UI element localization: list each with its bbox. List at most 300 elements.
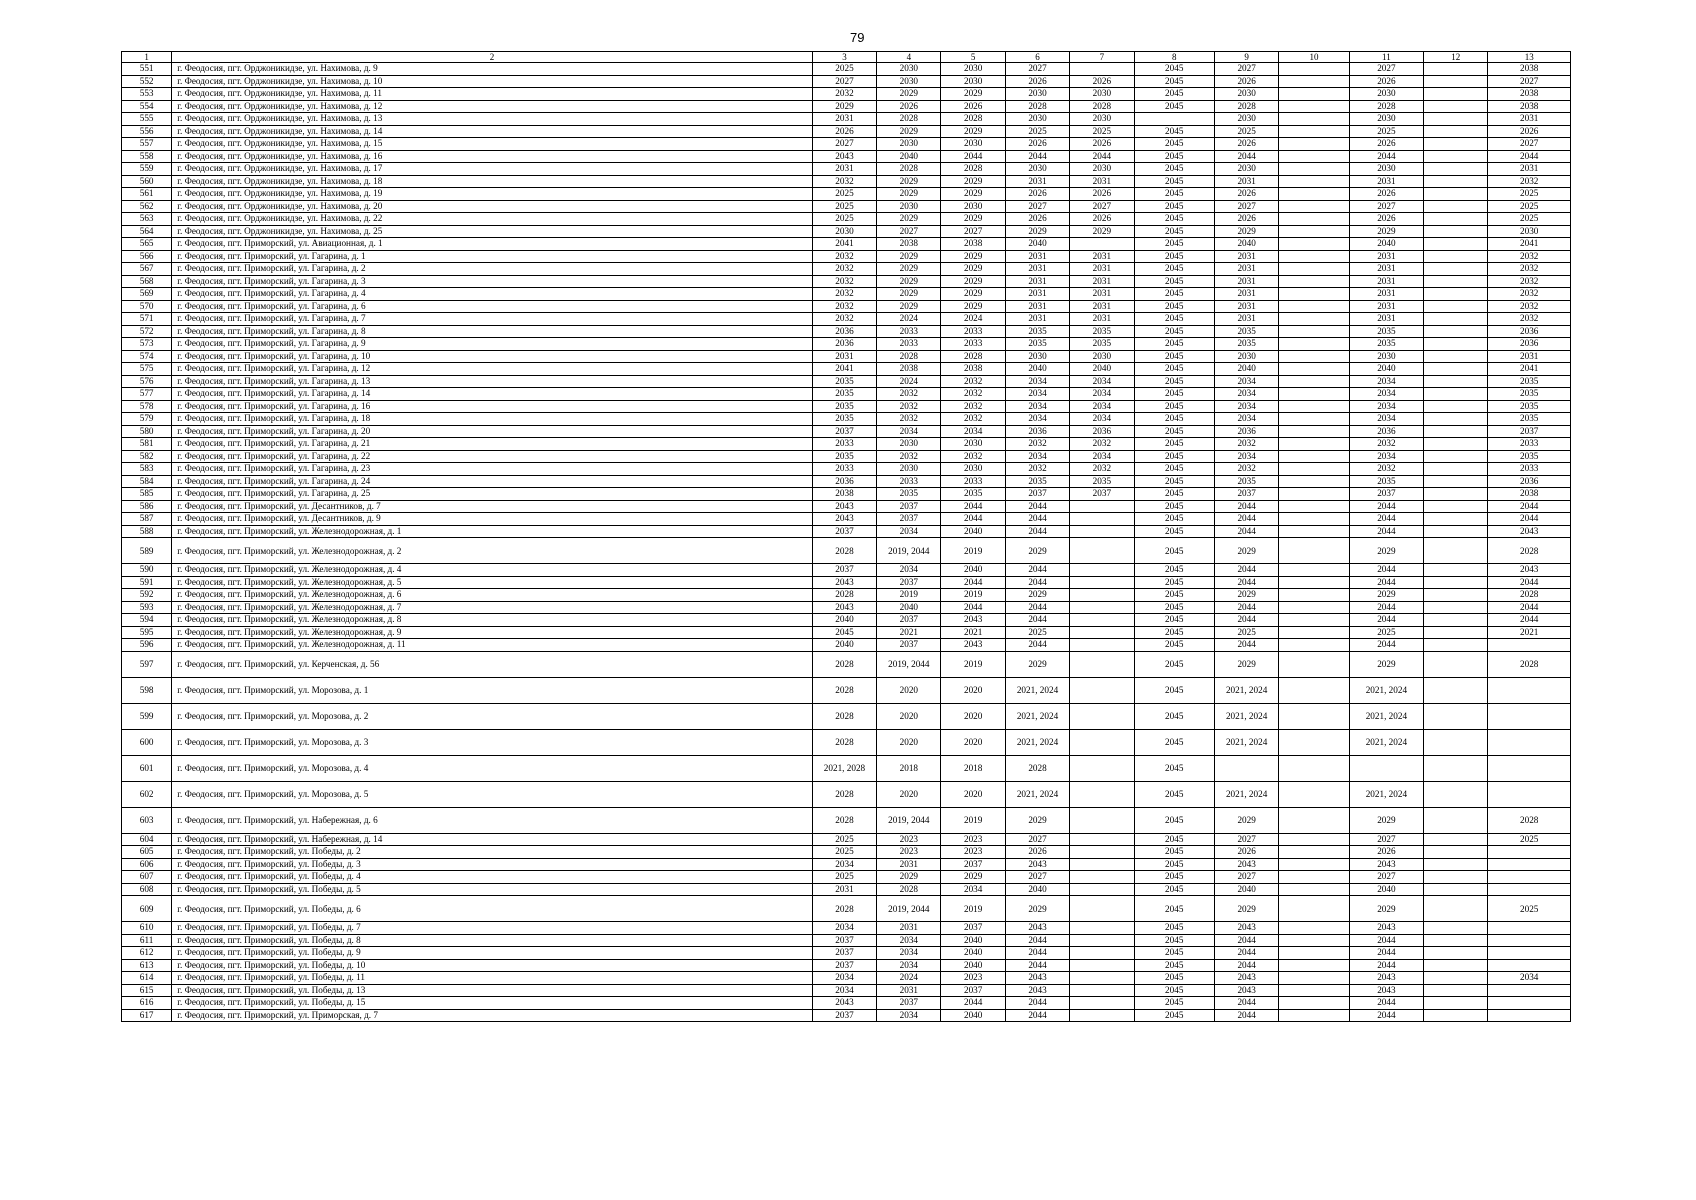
year-cell-col-6: 2029 xyxy=(1005,651,1069,677)
year-cell-col-6: 2025 xyxy=(1005,626,1069,639)
row-number-cell: 554 xyxy=(122,100,172,113)
year-cell-col-6: 2032 xyxy=(1005,463,1069,476)
year-cell-col-7 xyxy=(1070,626,1134,639)
table-row xyxy=(122,188,1571,201)
year-cell-col-4: 2035 xyxy=(877,488,941,501)
year-cell-col-6: 2031 xyxy=(1005,275,1069,288)
row-number-cell: 571 xyxy=(122,313,172,326)
year-cell-col-5: 2040 xyxy=(941,934,1005,947)
year-cell-col-12 xyxy=(1424,614,1488,627)
table-row xyxy=(122,781,1571,807)
year-cell-col-9: 2031 xyxy=(1214,175,1278,188)
year-cell-col-10 xyxy=(1279,972,1349,985)
year-cell-col-10 xyxy=(1279,275,1349,288)
year-cell-col-8: 2045 xyxy=(1134,75,1214,88)
year-cell-col-10 xyxy=(1279,150,1349,163)
year-cell-col-10 xyxy=(1279,125,1349,138)
row-number-cell: 557 xyxy=(122,138,172,151)
table-row xyxy=(122,250,1571,263)
year-cell-col-13: 2032 xyxy=(1488,263,1571,276)
year-cell-col-13: 2027 xyxy=(1488,75,1571,88)
address-cell: г. Феодосия, пгт. Приморский, ул. Гагарина, д. 14 xyxy=(172,388,813,401)
year-cell-col-5: 2029 xyxy=(941,275,1005,288)
year-cell-col-3: 2034 xyxy=(812,984,876,997)
address-cell: г. Феодосия, пгт. Приморский, ул. Гагарина, д. 4 xyxy=(172,288,813,301)
year-cell-col-13: 2035 xyxy=(1488,413,1571,426)
year-cell-col-13: 2036 xyxy=(1488,325,1571,338)
row-number-cell: 559 xyxy=(122,163,172,176)
year-cell-col-9: 2044 xyxy=(1214,959,1278,972)
year-cell-col-12 xyxy=(1424,188,1488,201)
table-row xyxy=(122,972,1571,985)
year-cell-col-7: 2031 xyxy=(1070,313,1134,326)
year-cell-col-11: 2031 xyxy=(1349,288,1423,301)
year-cell-col-6: 2044 xyxy=(1005,1009,1069,1022)
year-cell-col-12 xyxy=(1424,375,1488,388)
year-cell-col-5: 2035 xyxy=(941,488,1005,501)
year-cell-col-8: 2045 xyxy=(1134,188,1214,201)
year-cell-col-13: 2041 xyxy=(1488,363,1571,376)
year-cell-col-9: 2040 xyxy=(1214,238,1278,251)
year-cell-col-7 xyxy=(1070,564,1134,577)
year-cell-col-10 xyxy=(1279,375,1349,388)
year-cell-col-7 xyxy=(1070,858,1134,871)
row-number-cell: 601 xyxy=(122,755,172,781)
table-row xyxy=(122,513,1571,526)
year-cell-col-3: 2036 xyxy=(812,475,876,488)
year-cell-col-11: 2027 xyxy=(1349,200,1423,213)
year-cell-col-10 xyxy=(1279,338,1349,351)
year-cell-col-4: 2034 xyxy=(877,564,941,577)
year-cell-col-8: 2045 xyxy=(1134,300,1214,313)
year-cell-col-13: 2038 xyxy=(1488,63,1571,76)
year-cell-col-11: 2026 xyxy=(1349,846,1423,859)
year-cell-col-10 xyxy=(1279,1009,1349,1022)
year-cell-col-8: 2045 xyxy=(1134,250,1214,263)
address-cell: г. Феодосия, пгт. Орджоникидзе, ул. Нахимова, д. 9 xyxy=(172,63,813,76)
year-cell-col-4: 2029 xyxy=(877,213,941,226)
year-cell-col-5: 2034 xyxy=(941,883,1005,896)
year-cell-col-7 xyxy=(1070,896,1134,922)
year-cell-col-7 xyxy=(1070,984,1134,997)
address-cell: г. Феодосия, пгт. Приморский, ул. Железнодорожная, д. 9 xyxy=(172,626,813,639)
year-cell-col-5: 2040 xyxy=(941,1009,1005,1022)
year-cell-col-4: 2018 xyxy=(877,755,941,781)
year-cell-col-3: 2025 xyxy=(812,188,876,201)
year-cell-col-7 xyxy=(1070,63,1134,76)
year-cell-col-10 xyxy=(1279,651,1349,677)
year-cell-col-6: 2021, 2024 xyxy=(1005,703,1069,729)
year-cell-col-12 xyxy=(1424,225,1488,238)
year-cell-col-3: 2035 xyxy=(812,375,876,388)
address-cell: г. Феодосия, пгт. Орджоникидзе, ул. Нахимова, д. 25 xyxy=(172,225,813,238)
year-cell-col-12 xyxy=(1424,475,1488,488)
year-cell-col-7: 2040 xyxy=(1070,363,1134,376)
year-cell-col-13: 2033 xyxy=(1488,438,1571,451)
year-cell-col-5: 2032 xyxy=(941,388,1005,401)
year-cell-col-9: 2044 xyxy=(1214,513,1278,526)
year-cell-col-12 xyxy=(1424,984,1488,997)
year-cell-col-8: 2045 xyxy=(1134,100,1214,113)
year-cell-col-13: 2032 xyxy=(1488,313,1571,326)
year-cell-col-4: 2031 xyxy=(877,984,941,997)
year-cell-col-4: 2028 xyxy=(877,883,941,896)
row-number-cell: 564 xyxy=(122,225,172,238)
year-cell-col-4: 2031 xyxy=(877,922,941,935)
year-cell-col-4: 2034 xyxy=(877,1009,941,1022)
year-cell-col-13: 2032 xyxy=(1488,175,1571,188)
year-cell-col-6: 2043 xyxy=(1005,922,1069,935)
year-cell-col-13: 2036 xyxy=(1488,475,1571,488)
year-cell-col-7 xyxy=(1070,614,1134,627)
year-cell-col-11: 2027 xyxy=(1349,833,1423,846)
address-cell: г. Феодосия, пгт. Приморский, ул. Победы, д. 10 xyxy=(172,959,813,972)
year-cell-col-10 xyxy=(1279,846,1349,859)
year-cell-col-10 xyxy=(1279,538,1349,564)
year-cell-col-5: 2033 xyxy=(941,325,1005,338)
year-cell-col-4: 2019, 2044 xyxy=(877,896,941,922)
table-row xyxy=(122,138,1571,151)
table-row xyxy=(122,238,1571,251)
table-row xyxy=(122,614,1571,627)
year-cell-col-10 xyxy=(1279,475,1349,488)
year-cell-col-3: 2031 xyxy=(812,113,876,126)
year-cell-col-6: 2021, 2024 xyxy=(1005,781,1069,807)
year-cell-col-4: 2034 xyxy=(877,425,941,438)
year-cell-col-5: 2044 xyxy=(941,997,1005,1010)
address-cell: г. Феодосия, пгт. Приморский, ул. Гагарина, д. 24 xyxy=(172,475,813,488)
year-cell-col-11: 2044 xyxy=(1349,959,1423,972)
year-cell-col-10 xyxy=(1279,425,1349,438)
table-row xyxy=(122,997,1571,1010)
year-cell-col-3: 2025 xyxy=(812,200,876,213)
year-cell-col-11: 2044 xyxy=(1349,525,1423,538)
address-cell: г. Феодосия, пгт. Приморский, ул. Железнодорожная, д. 1 xyxy=(172,525,813,538)
year-cell-col-6: 2027 xyxy=(1005,871,1069,884)
address-cell: г. Феодосия, пгт. Приморский, ул. Железнодорожная, д. 7 xyxy=(172,601,813,614)
table-row xyxy=(122,450,1571,463)
year-cell-col-11: 2021, 2024 xyxy=(1349,703,1423,729)
year-cell-col-3: 2033 xyxy=(812,463,876,476)
row-number-cell: 604 xyxy=(122,833,172,846)
year-cell-col-9: 2034 xyxy=(1214,400,1278,413)
year-cell-col-10 xyxy=(1279,833,1349,846)
year-cell-col-12 xyxy=(1424,883,1488,896)
year-cell-col-6: 2035 xyxy=(1005,475,1069,488)
table-row xyxy=(122,438,1571,451)
year-cell-col-6: 2030 xyxy=(1005,163,1069,176)
year-cell-col-6: 2029 xyxy=(1005,896,1069,922)
year-cell-col-9: 2044 xyxy=(1214,1009,1278,1022)
table-row xyxy=(122,984,1571,997)
year-cell-col-3: 2036 xyxy=(812,325,876,338)
year-cell-col-4: 2033 xyxy=(877,325,941,338)
year-cell-col-11: 2031 xyxy=(1349,175,1423,188)
year-cell-col-10 xyxy=(1279,781,1349,807)
year-cell-col-8: 2045 xyxy=(1134,363,1214,376)
year-cell-col-3: 2040 xyxy=(812,614,876,627)
year-cell-col-8: 2045 xyxy=(1134,125,1214,138)
year-cell-col-11: 2044 xyxy=(1349,997,1423,1010)
year-cell-col-4: 2033 xyxy=(877,475,941,488)
year-cell-col-13: 2037 xyxy=(1488,425,1571,438)
year-cell-col-9: 2029 xyxy=(1214,896,1278,922)
year-cell-col-10 xyxy=(1279,639,1349,652)
year-cell-col-9: 2035 xyxy=(1214,325,1278,338)
year-cell-col-11: 2026 xyxy=(1349,138,1423,151)
year-cell-col-12 xyxy=(1424,677,1488,703)
year-cell-col-11: 2043 xyxy=(1349,972,1423,985)
year-cell-col-4: 2032 xyxy=(877,400,941,413)
year-cell-col-5: 2029 xyxy=(941,213,1005,226)
row-number-cell: 589 xyxy=(122,538,172,564)
year-cell-col-6: 2043 xyxy=(1005,858,1069,871)
year-cell-col-6: 2029 xyxy=(1005,538,1069,564)
address-cell: г. Феодосия, пгт. Приморский, ул. Победы, д. 15 xyxy=(172,997,813,1010)
year-cell-col-9: 2026 xyxy=(1214,138,1278,151)
year-cell-col-6: 2029 xyxy=(1005,807,1069,833)
year-cell-col-3: 2037 xyxy=(812,959,876,972)
year-cell-col-13: 2030 xyxy=(1488,225,1571,238)
year-cell-col-12 xyxy=(1424,300,1488,313)
year-cell-col-6: 2034 xyxy=(1005,413,1069,426)
column-header-6: 6 xyxy=(1005,52,1069,63)
year-cell-col-9: 2032 xyxy=(1214,438,1278,451)
year-cell-col-10 xyxy=(1279,213,1349,226)
year-cell-col-3: 2025 xyxy=(812,871,876,884)
year-cell-col-4: 2040 xyxy=(877,150,941,163)
table-body xyxy=(122,63,1571,1022)
year-cell-col-12 xyxy=(1424,350,1488,363)
year-cell-col-6: 2026 xyxy=(1005,75,1069,88)
year-cell-col-3: 2043 xyxy=(812,150,876,163)
address-cell: г. Феодосия, пгт. Приморский, ул. Победы, д. 7 xyxy=(172,922,813,935)
year-cell-col-7 xyxy=(1070,934,1134,947)
address-cell: г. Феодосия, пгт. Приморский, ул. Гагарина, д. 7 xyxy=(172,313,813,326)
year-cell-col-3: 2031 xyxy=(812,350,876,363)
table-row xyxy=(122,947,1571,960)
year-cell-col-11: 2021, 2024 xyxy=(1349,781,1423,807)
row-number-cell: 587 xyxy=(122,513,172,526)
year-cell-col-5: 2019 xyxy=(941,538,1005,564)
table-row xyxy=(122,275,1571,288)
year-cell-col-4: 2029 xyxy=(877,871,941,884)
row-number-cell: 616 xyxy=(122,997,172,1010)
year-cell-col-9: 2021, 2024 xyxy=(1214,677,1278,703)
year-cell-col-13: 2027 xyxy=(1488,138,1571,151)
year-cell-col-10 xyxy=(1279,934,1349,947)
table-row xyxy=(122,564,1571,577)
year-cell-col-3: 2028 xyxy=(812,651,876,677)
year-cell-col-4: 2037 xyxy=(877,614,941,627)
column-header-2: 2 xyxy=(172,52,813,63)
year-cell-col-5: 2032 xyxy=(941,400,1005,413)
table-row xyxy=(122,413,1571,426)
year-cell-col-4: 2032 xyxy=(877,450,941,463)
year-cell-col-8: 2045 xyxy=(1134,413,1214,426)
year-cell-col-6: 2043 xyxy=(1005,984,1069,997)
year-cell-col-13 xyxy=(1488,639,1571,652)
year-cell-col-9: 2021, 2024 xyxy=(1214,703,1278,729)
year-cell-col-4: 2037 xyxy=(877,639,941,652)
row-number-cell: 566 xyxy=(122,250,172,263)
year-cell-col-5: 2029 xyxy=(941,263,1005,276)
table-row xyxy=(122,883,1571,896)
year-cell-col-9: 2035 xyxy=(1214,338,1278,351)
row-number-cell: 596 xyxy=(122,639,172,652)
year-cell-col-8: 2045 xyxy=(1134,564,1214,577)
table-row xyxy=(122,488,1571,501)
year-cell-col-8: 2045 xyxy=(1134,63,1214,76)
year-cell-col-11: 2034 xyxy=(1349,400,1423,413)
year-cell-col-7 xyxy=(1070,639,1134,652)
table-row xyxy=(122,388,1571,401)
year-cell-col-6: 2031 xyxy=(1005,175,1069,188)
year-cell-col-9: 2027 xyxy=(1214,63,1278,76)
year-cell-col-3: 2033 xyxy=(812,438,876,451)
year-cell-col-4: 2024 xyxy=(877,972,941,985)
year-cell-col-10 xyxy=(1279,175,1349,188)
year-cell-col-7 xyxy=(1070,883,1134,896)
year-cell-col-11: 2029 xyxy=(1349,538,1423,564)
address-cell: г. Феодосия, пгт. Приморский, ул. Гагарина, д. 13 xyxy=(172,375,813,388)
year-cell-col-9: 2029 xyxy=(1214,651,1278,677)
year-cell-col-8: 2045 xyxy=(1134,639,1214,652)
table-row xyxy=(122,63,1571,76)
year-cell-col-11: 2021, 2024 xyxy=(1349,729,1423,755)
year-cell-col-7: 2029 xyxy=(1070,225,1134,238)
year-cell-col-5: 2030 xyxy=(941,463,1005,476)
address-cell: г. Феодосия, пгт. Приморский, ул. Приморская, д. 7 xyxy=(172,1009,813,1022)
year-cell-col-7 xyxy=(1070,871,1134,884)
year-cell-col-12 xyxy=(1424,213,1488,226)
year-cell-col-12 xyxy=(1424,400,1488,413)
year-cell-col-9: 2034 xyxy=(1214,450,1278,463)
year-cell-col-6: 2032 xyxy=(1005,438,1069,451)
table-row xyxy=(122,934,1571,947)
year-cell-col-13: 2025 xyxy=(1488,833,1571,846)
address-cell: г. Феодосия, пгт. Приморский, ул. Морозова, д. 1 xyxy=(172,677,813,703)
year-cell-col-11: 2044 xyxy=(1349,614,1423,627)
year-cell-col-6: 2037 xyxy=(1005,488,1069,501)
address-cell: г. Феодосия, пгт. Приморский, ул. Железнодорожная, д. 6 xyxy=(172,589,813,602)
year-cell-col-10 xyxy=(1279,601,1349,614)
year-cell-col-11: 2035 xyxy=(1349,475,1423,488)
year-cell-col-11: 2037 xyxy=(1349,488,1423,501)
year-cell-col-5: 2023 xyxy=(941,972,1005,985)
year-cell-col-6: 2028 xyxy=(1005,100,1069,113)
table-row xyxy=(122,313,1571,326)
year-cell-col-3: 2041 xyxy=(812,238,876,251)
year-cell-col-9: 2043 xyxy=(1214,858,1278,871)
year-cell-col-5: 2040 xyxy=(941,525,1005,538)
year-cell-col-5: 2030 xyxy=(941,200,1005,213)
row-number-cell: 574 xyxy=(122,350,172,363)
year-cell-col-7: 2032 xyxy=(1070,463,1134,476)
row-number-cell: 575 xyxy=(122,363,172,376)
year-cell-col-7 xyxy=(1070,781,1134,807)
year-cell-col-12 xyxy=(1424,871,1488,884)
year-cell-col-8: 2045 xyxy=(1134,338,1214,351)
year-cell-col-7 xyxy=(1070,972,1134,985)
year-cell-col-4: 2029 xyxy=(877,88,941,101)
year-cell-col-10 xyxy=(1279,363,1349,376)
address-cell: г. Феодосия, пгт. Орджоникидзе, ул. Нахимова, д. 17 xyxy=(172,163,813,176)
year-cell-col-12 xyxy=(1424,450,1488,463)
year-cell-col-4: 2023 xyxy=(877,846,941,859)
year-cell-col-5: 2030 xyxy=(941,75,1005,88)
year-cell-col-3: 2032 xyxy=(812,88,876,101)
year-cell-col-10 xyxy=(1279,626,1349,639)
year-cell-col-8: 2045 xyxy=(1134,984,1214,997)
year-cell-col-9: 2044 xyxy=(1214,947,1278,960)
address-cell: г. Феодосия, пгт. Приморский, ул. Победы, д. 9 xyxy=(172,947,813,960)
year-cell-col-10 xyxy=(1279,300,1349,313)
year-cell-col-6: 2031 xyxy=(1005,288,1069,301)
year-cell-col-3: 2028 xyxy=(812,677,876,703)
year-cell-col-10 xyxy=(1279,450,1349,463)
year-cell-col-8: 2045 xyxy=(1134,488,1214,501)
year-cell-col-10 xyxy=(1279,984,1349,997)
year-cell-col-3: 2035 xyxy=(812,388,876,401)
year-cell-col-5: 2028 xyxy=(941,163,1005,176)
table-row xyxy=(122,163,1571,176)
year-cell-col-9: 2036 xyxy=(1214,425,1278,438)
year-cell-col-10 xyxy=(1279,138,1349,151)
address-cell: г. Феодосия, пгт. Приморский, ул. Керченская, д. 56 xyxy=(172,651,813,677)
year-cell-col-5: 2019 xyxy=(941,807,1005,833)
year-cell-col-7: 2030 xyxy=(1070,113,1134,126)
year-cell-col-5: 2040 xyxy=(941,564,1005,577)
year-cell-col-5: 2029 xyxy=(941,250,1005,263)
row-number-cell: 584 xyxy=(122,475,172,488)
year-cell-col-4: 2034 xyxy=(877,947,941,960)
row-number-cell: 614 xyxy=(122,972,172,985)
year-cell-col-10 xyxy=(1279,729,1349,755)
year-cell-col-13: 2028 xyxy=(1488,651,1571,677)
year-cell-col-9: 2044 xyxy=(1214,601,1278,614)
row-number-cell: 606 xyxy=(122,858,172,871)
year-cell-col-7: 2026 xyxy=(1070,213,1134,226)
year-cell-col-6: 2028 xyxy=(1005,755,1069,781)
address-cell: г. Феодосия, пгт. Приморский, ул. Гагарина, д. 10 xyxy=(172,350,813,363)
year-cell-col-4: 2027 xyxy=(877,225,941,238)
year-cell-col-6: 2044 xyxy=(1005,500,1069,513)
table-row xyxy=(122,463,1571,476)
year-cell-col-7: 2025 xyxy=(1070,125,1134,138)
year-cell-col-11: 2026 xyxy=(1349,188,1423,201)
year-cell-col-3: 2037 xyxy=(812,564,876,577)
year-cell-col-8: 2045 xyxy=(1134,947,1214,960)
year-cell-col-4: 2029 xyxy=(877,250,941,263)
year-cell-col-7: 2031 xyxy=(1070,288,1134,301)
year-cell-col-7 xyxy=(1070,500,1134,513)
year-cell-col-9: 2027 xyxy=(1214,200,1278,213)
year-cell-col-5: 2028 xyxy=(941,113,1005,126)
table-row xyxy=(122,922,1571,935)
year-cell-col-7: 2032 xyxy=(1070,438,1134,451)
row-number-cell: 580 xyxy=(122,425,172,438)
year-cell-col-4: 2028 xyxy=(877,350,941,363)
year-cell-col-8: 2045 xyxy=(1134,275,1214,288)
year-cell-col-5: 2044 xyxy=(941,513,1005,526)
year-cell-col-8: 2045 xyxy=(1134,576,1214,589)
year-cell-col-12 xyxy=(1424,288,1488,301)
row-number-cell: 602 xyxy=(122,781,172,807)
year-cell-col-11: 2031 xyxy=(1349,300,1423,313)
year-cell-col-4: 2021 xyxy=(877,626,941,639)
year-cell-col-5: 2024 xyxy=(941,313,1005,326)
